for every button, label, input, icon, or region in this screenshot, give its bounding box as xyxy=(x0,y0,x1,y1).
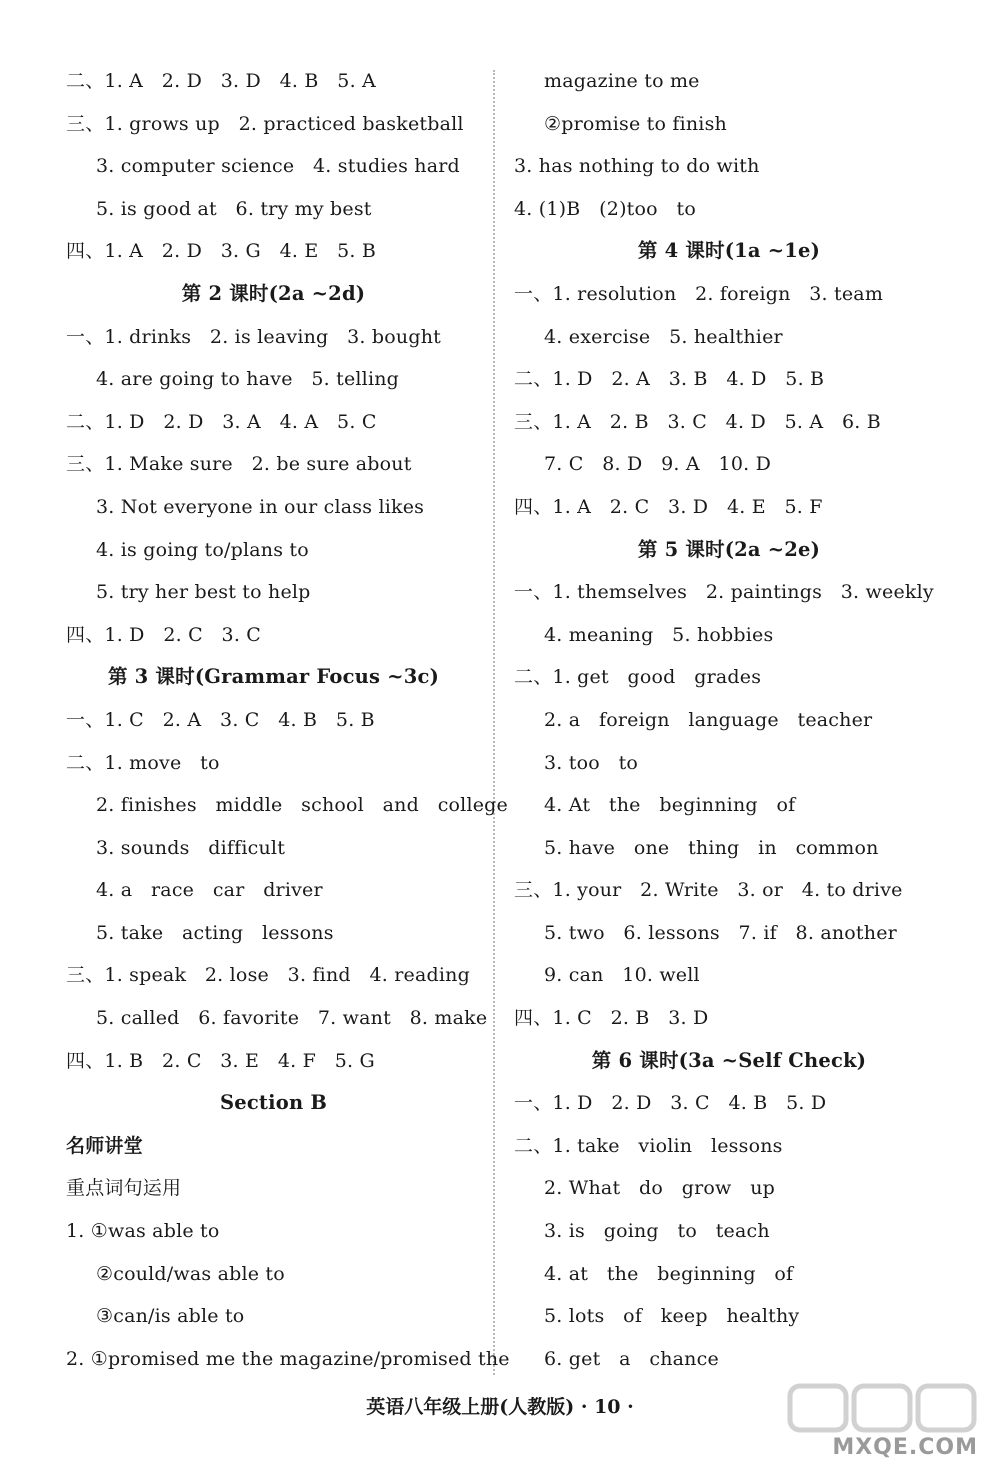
right-answer-line: 9. can 10. well xyxy=(544,964,700,987)
left-answer-line: 5. try her best to help xyxy=(96,581,311,604)
left-answer-line: 三、1. Make sure 2. be sure about xyxy=(66,453,412,476)
left-section-heading: 第 2 课时(2a ~2d) xyxy=(181,281,366,305)
right-answer-line: 4. meaning 5. hobbies xyxy=(544,623,774,646)
left-answer-line: 4. is going to/plans to xyxy=(96,538,309,561)
left-answer-line: 4. are going to have 5. telling xyxy=(96,368,400,391)
left-answer-line: 3. Not everyone in our class likes xyxy=(96,495,425,518)
left-answer-line: 二、1. A 2. D 3. D 4. B 5. A xyxy=(66,70,376,92)
right-answer-line: 二、1. get good grades xyxy=(514,666,762,689)
left-answer-line: 5. called 6. favorite 7. want 8. make xyxy=(96,1007,488,1030)
left-answer-line: 一、1. drinks 2. is leaving 3. bought xyxy=(66,325,441,348)
right-answer-line: 4. exercise 5. healthier xyxy=(544,325,783,348)
right-column xyxy=(514,60,944,1380)
left-answer-line: 四、1. D 2. C 3. C xyxy=(66,623,262,646)
left-answer-line: 名师讲堂 xyxy=(66,1134,143,1157)
left-answer-line: 4. a race car driver xyxy=(96,879,323,902)
right-answer-line: 7. C 8. D 9. A 10. D xyxy=(544,453,772,476)
right-answer-line: 四、1. A 2. C 3. D 4. E 5. F xyxy=(514,495,823,518)
left-answer-line: 3. computer science 4. studies hard xyxy=(96,155,460,178)
right-answer-line: 4. At the beginning of xyxy=(544,794,796,817)
left-answer-line: 四、1. B 2. C 3. E 4. F 5. G xyxy=(66,1049,375,1072)
left-answer-line: 一、1. C 2. A 3. C 4. B 5. B xyxy=(66,708,375,731)
right-answer-line: 一、1. themselves 2. paintings 3. weekly xyxy=(514,581,934,604)
right-answer-line: 5. two 6. lessons 7. if 8. another xyxy=(544,921,897,944)
right-answer-line: 3. too to xyxy=(544,751,639,774)
right-answer-line: 一、1. D 2. D 3. C 4. B 5. D xyxy=(514,1092,827,1115)
right-answer-line: 5. have one thing in common xyxy=(544,836,879,859)
left-answer-line: 3. sounds difficult xyxy=(96,836,286,859)
right-answer-line: 二、1. D 2. A 3. B 4. D 5. B xyxy=(514,368,825,391)
right-section-heading: 第 6 课时(3a ~Self Check) xyxy=(591,1048,867,1072)
left-answer-line: 1. ①was able to xyxy=(66,1220,220,1243)
left-answer-line: 四、1. A 2. D 3. G 4. E 5. B xyxy=(66,240,377,263)
right-answer-line: 6. get a chance xyxy=(544,1347,719,1370)
right-answer-line: ②promise to finish xyxy=(544,112,727,135)
right-answer-line: 2. a foreign language teacher xyxy=(544,708,873,731)
left-answer-line: 重点词句运用 xyxy=(66,1177,182,1200)
left-answer-line: 二、1. D 2. D 3. A 4. A 5. C xyxy=(66,410,377,433)
right-answer-line: 4. (1)B (2)too to xyxy=(514,197,696,220)
watermark-text: MXQE.COM xyxy=(832,1435,978,1460)
right-answer-line: 三、1. your 2. Write 3. or 4. to drive xyxy=(514,879,903,902)
right-answer-line: 2. What do grow up xyxy=(544,1177,776,1200)
right-answer-line: 5. lots of keep healthy xyxy=(544,1305,800,1328)
left-answer-line: 三、1. grows up 2. practiced basketball xyxy=(66,112,464,135)
left-answer-line: 二、1. move to xyxy=(66,751,220,774)
right-answer-line: 3. has nothing to do with xyxy=(514,155,760,178)
left-section-heading: 第 3 课时(Grammar Focus ~3c) xyxy=(107,665,439,689)
right-section-heading: 第 4 课时(1a ~1e) xyxy=(637,239,821,263)
column-divider xyxy=(493,70,495,1375)
left-answer-line: 2. ①promised me the magazine/promised the xyxy=(66,1347,510,1370)
page-footer: 英语八年级上册(人教版) · 10 · xyxy=(366,1396,634,1418)
right-answer-line: 四、1. C 2. B 3. D xyxy=(514,1007,709,1030)
right-section-heading: 第 5 课时(2a ~2e) xyxy=(637,537,821,561)
left-answer-line: 5. is good at 6. try my best xyxy=(96,197,372,220)
right-answer-line: 4. at the beginning of xyxy=(544,1262,794,1285)
left-answer-line: 2. finishes middle school and college xyxy=(96,794,508,817)
left-section-heading: Section B xyxy=(219,1091,328,1115)
left-answer-line: ②could/was able to xyxy=(96,1262,285,1285)
right-answer-line: 3. is going to teach xyxy=(544,1220,770,1243)
left-answer-line: 5. take acting lessons xyxy=(96,921,334,944)
right-answer-line: 三、1. A 2. B 3. C 4. D 5. A 6. B xyxy=(514,410,881,433)
right-answer-line: 二、1. take violin lessons xyxy=(514,1134,783,1157)
left-answer-line: ③can/is able to xyxy=(96,1305,245,1328)
left-column xyxy=(66,60,510,1380)
right-answer-line: magazine to me xyxy=(544,70,700,92)
left-answer-line: 三、1. speak 2. lose 3. find 4. reading xyxy=(66,964,470,987)
right-answer-line: 一、1. resolution 2. foreign 3. team xyxy=(514,282,884,305)
